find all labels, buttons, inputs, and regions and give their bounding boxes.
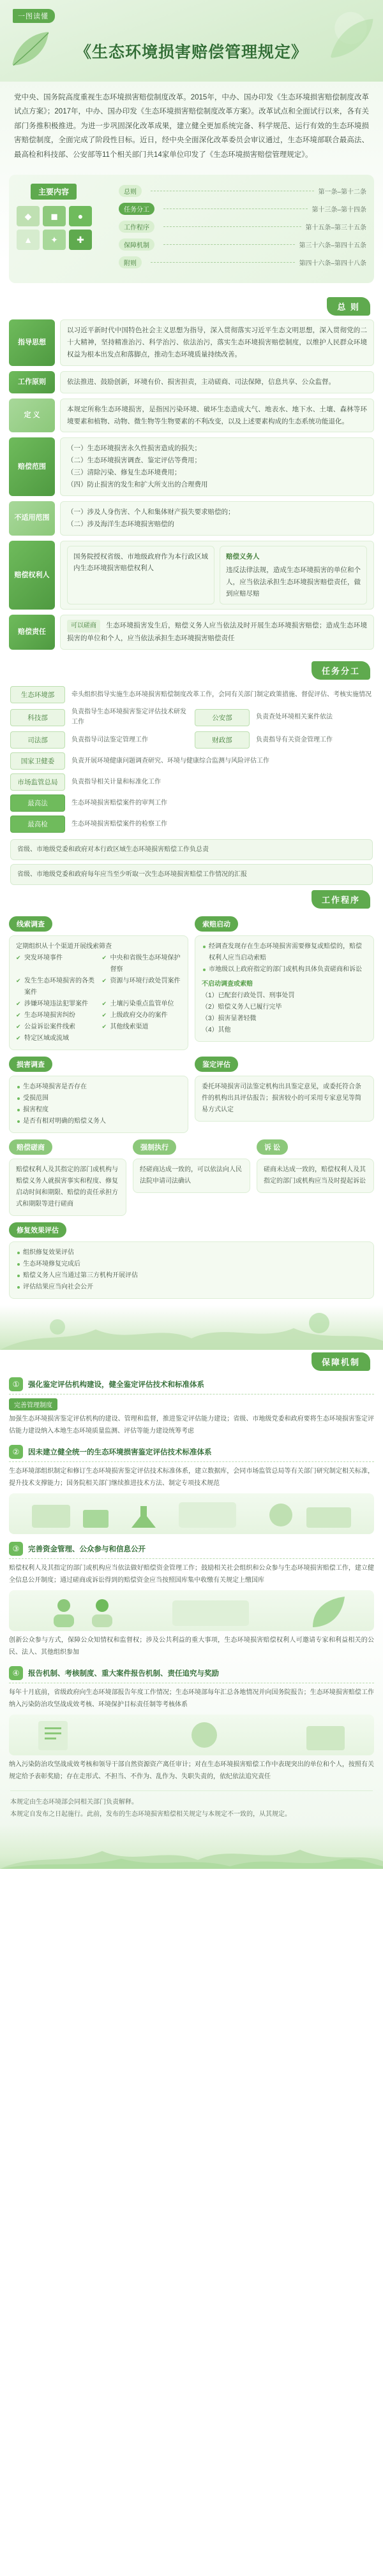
start-item: 经调查发现存在生态环境损害需要修复或赔偿的，赔偿权利人应当启动索赔 [202, 941, 367, 964]
row-exclusions [9, 501, 374, 536]
toc-cube: ✚ [69, 230, 92, 250]
grass-icon [0, 1824, 383, 1869]
duty-half [10, 707, 188, 728]
guarantee-head [9, 1666, 374, 1683]
start-sub-item: （3）损害显著轻微 [202, 1015, 257, 1023]
guarantee-item [9, 1377, 374, 1437]
row-label: 赔偿权利人 [9, 541, 55, 610]
clue-checklist [16, 953, 181, 1044]
report-illustration [9, 1715, 374, 1755]
laboratory-illustration [9, 1493, 374, 1534]
row-body [60, 501, 374, 536]
duty-desc: 牵头组织指导实施生态环境损害赔偿制度改革工作，会同有关部门制定政策措施、督促评估、考核实施情况 [71, 691, 372, 698]
duty-org: 财政部 [195, 731, 250, 749]
section-header-general [0, 295, 383, 319]
document-icon [9, 1715, 374, 1755]
duty-row [10, 794, 373, 812]
clue-item: ✔ 资源与环境行政处罚案件 [102, 976, 182, 999]
row-liability [9, 615, 374, 650]
toc-cube: ● [69, 206, 92, 226]
start-item: 市地级以上政府指定的部门或机构具体负责磋商和诉讼 [202, 964, 367, 976]
row-label: 赔偿范围 [9, 437, 55, 496]
row-body [60, 615, 374, 650]
toc-item-range: 第四十六条–第四十八条 [299, 260, 366, 268]
investigation-item: 是否有相对明确的赔偿义务人 [16, 1116, 181, 1127]
toc-cube: ◼ [43, 206, 66, 226]
duty-half [195, 709, 373, 726]
row-label: 定 义 [9, 399, 55, 433]
clue-item: ✔ 涉嫌环境违法犯罪案件 [16, 999, 96, 1010]
section-header-duties [0, 659, 383, 684]
clue-item: ✔ 公益诉讼案件线索 [16, 1021, 96, 1033]
duty-org: 市场监管总局 [10, 773, 65, 791]
header-tagline: 一图读懂 [13, 9, 55, 23]
duty-row-pair [10, 707, 373, 728]
procedure-block-clue [9, 916, 188, 1050]
enforcement-item: 经磋商达成一致的，可以依法向人民法院申请司法确认 [140, 1166, 242, 1185]
procedure-title: 损害调查 [9, 1057, 52, 1072]
duty-half [195, 731, 373, 749]
clue-item: ✔ 发生生态环境损害的各类案件 [16, 976, 96, 999]
public-participation-illustration [9, 1590, 374, 1631]
duties-tree [10, 686, 373, 833]
obligor-card [220, 546, 367, 605]
leaf-icon [8, 29, 52, 69]
guarantee-subtitle: 完善管理制度 [9, 1398, 57, 1410]
row-scope [9, 437, 374, 496]
toc-dash [163, 226, 301, 227]
intro-paragraph: 党中央、国务院高度重视生态环境损害赔偿制度改革。2015年，中办、国办印发《生态环境损害赔偿制度改革试点方案》；2017年，中办、国办印发《生态环境损害赔偿制度改革方案》。改革试点和全面试行以来，各有关部门务推积极推进。为进一步巩固深化改革成果，建立健全更加系统完备、科学规范、运行有效的生态环境损害赔偿制度，全面完成了阶段性目标。近日，经中央全面深化改革委员会审议通过，生态环境部联合最高法、最高检和科技部、公安部等11个相关部门共14家单位印发了《生态环境损害赔偿管理规定》。 [14, 94, 369, 159]
procedure-body [195, 935, 374, 1042]
duty-desc: 负责查处环境相关案件依法 [256, 714, 333, 721]
procedure-block-restoration-eval [9, 1222, 374, 1299]
restoration-item: 组织修复效果评估 [16, 1247, 367, 1259]
row-label: 赔偿责任 [9, 615, 55, 650]
scope-item: （三）清除污染、修复生态环境费用； [67, 469, 181, 477]
duty-org: 公安部 [195, 709, 250, 726]
duty-row [10, 752, 373, 770]
investigation-item: 生态环境损害是否存在 [16, 1081, 181, 1093]
procedures-wrap [9, 916, 374, 1299]
toc-left-panel [17, 184, 112, 274]
guarantee-item [9, 1445, 374, 1534]
guarantee-title: 强化鉴定评估机构建设，健全鉴定评估技术和标准体系 [28, 1381, 204, 1389]
toc-cube: ▲ [17, 230, 40, 250]
procedure-title: 强制执行 [133, 1139, 176, 1155]
guarantee-head [9, 1377, 374, 1394]
row-definition [9, 399, 374, 433]
table-of-contents [9, 175, 374, 283]
toc-item[interactable] [119, 256, 366, 268]
row-label: 指导思想 [9, 319, 55, 366]
duty-half [10, 731, 188, 749]
page-header [0, 0, 383, 82]
guarantee-extra: 创新公众参与方式，保障公众知情权和监督权；涉及公共利益的重大事项，生态环境损害赔偿权利人可邀请专家和利益相关的公民、法人、其他组织参加 [9, 1637, 374, 1656]
duty-note: 省级、市地级党委和政府对本行政区域生态环境损害赔偿工作负总责 [10, 839, 373, 860]
exclusion-item: （二）涉及海洋生态环境损害赔偿的 [67, 520, 174, 528]
procedure-title: 赔偿磋商 [9, 1139, 52, 1155]
guarantee-list [9, 1377, 374, 1783]
toc-item-range: 第十五条–第三十五条 [305, 224, 366, 232]
duty-org: 最高检 [10, 816, 65, 833]
toc-item-label: 工作程序 [119, 221, 154, 233]
toc-item-label: 任务分工 [119, 203, 154, 215]
number-badge-icon: ④ [9, 1666, 23, 1680]
consultation-item: 赔偿权利人及其指定的部门或机构与赔偿义务人就损害事实和程度、修复启动时间和期限、赔偿的责任承担方式和期限等进行磋商 [16, 1166, 118, 1208]
guarantee-title: 因未建立健全统一的生态环境损害鉴定评估技术标准体系 [28, 1449, 212, 1457]
duty-desc: 负责指导相关计量和标准化工作 [71, 778, 161, 786]
toc-item[interactable] [119, 185, 366, 197]
investigation-item: 受损范围 [16, 1093, 181, 1104]
number-badge-icon: ② [9, 1445, 23, 1459]
procedure-body [9, 1241, 374, 1299]
clue-item: ✔ 突发环境事件 [16, 953, 96, 976]
row-work-principles [9, 371, 374, 393]
procedure-block-litigation [257, 1139, 374, 1216]
section-title-procedures: 工作程序 [312, 890, 370, 909]
guarantee-body: 加强生态环境损害鉴定评估机构的建设、管理和监督，推进鉴定评估能力建设；省级、市地级党委和政府要将生态环境损害鉴定评估能力建设纳入本地生态环境质量监测、评估等能力建设统筹考虑 [9, 1416, 374, 1435]
section-title-guarantee: 保障机制 [312, 1352, 370, 1371]
appraisal-item: 委托环境损害司法鉴定机构出具鉴定意见，或委托符合条件的机构出具评估报告；损害较小的可采用专家意见等简易方式认定 [202, 1083, 361, 1114]
start-sub-item: （1）已配套行政处罚、刑事处罚 [202, 992, 295, 1000]
toc-item-range: 第一条–第十二条 [318, 189, 366, 196]
start-sub-item: （2）赔偿义务人已履行完毕 [202, 1004, 282, 1011]
row-body: 以习近平新时代中国特色社会主义思想为指导，深入贯彻落实习近平生态文明思想，深入贯彻党的二十大精神，坚持精准治污、科学治污、依法治污，落实生态环境损害赔偿制度，以维护人民群众环境权益为根本出发点和落脚点，推动生态环境质量持续改善。 [60, 319, 374, 366]
toc-item[interactable] [119, 221, 366, 233]
toc-item[interactable] [119, 238, 366, 251]
procedure-body [133, 1159, 250, 1193]
clue-item: ✔ 中央和省级生态环境保护督察 [102, 953, 182, 976]
guarantee-head [9, 1542, 374, 1559]
procedure-block-enforcement [133, 1139, 250, 1216]
section-title-duties: 任务分工 [312, 661, 370, 680]
procedure-columns-3 [9, 1139, 374, 1222]
toc-dash [151, 262, 295, 263]
footer-line-1: 本规定由生态环境部会同相关部门负责解释。 [10, 1799, 138, 1806]
clue-item: ✔ 生态环境损害纠纷 [16, 1010, 96, 1021]
procedure-columns-2 [9, 1057, 374, 1139]
general-rows [9, 319, 374, 650]
grass-icon [0, 1305, 383, 1350]
parties-columns [67, 546, 367, 605]
duty-org: 最高法 [10, 794, 65, 812]
duty-org: 生态环境部 [10, 686, 65, 703]
procedure-lead: 定期组织从十个渠道开展线索筛查 [16, 943, 112, 951]
scope-item: （四）防止损害的发生和扩大所支出的合理费用 [67, 481, 208, 489]
flask-icon [9, 1493, 374, 1534]
toc-item[interactable] [119, 203, 366, 215]
duty-desc: 生态环境损害赔偿案件的检察工作 [71, 820, 167, 828]
page-footer [10, 1790, 373, 1820]
duty-desc: 负责开展环境健康问题调查研究、环境与健康综合监测与风险评估工作 [71, 757, 269, 765]
guarantee-extra: 纳入污染防治攻坚战成效考核和领导干部自然资源资产离任审计；对在生态环境损害赔偿工作中表现突出的单位和个人，按照有关规定给予表彰奖励；存在走形式、不担当、不作为、乱作为、失职失责的，依纪依法追究责任 [9, 1761, 374, 1780]
row-body [60, 437, 374, 496]
number-badge-icon: ① [9, 1377, 23, 1391]
duty-desc: 负责指导生态环境损害鉴定评估技术研发工作 [71, 708, 186, 726]
row-label: 工作原则 [9, 371, 55, 393]
row-guiding-thought [9, 319, 374, 366]
duty-row-pair [10, 731, 373, 749]
toc-item-label: 总则 [119, 185, 142, 197]
restoration-item: 评估结果应当向社会公开 [16, 1282, 367, 1293]
toc-cube: ◆ [17, 206, 40, 226]
footer-line-2: 本规定自发布之日起施行。此前，发布的生态环境损害赔偿相关规定与本规定不一致的，从其规定。 [10, 1811, 291, 1819]
procedure-block-start [195, 916, 374, 1050]
liability-text: 生态环境损害发生后，赔偿义务人应当依法及时开展生态环境损害赔偿；造成生态环境损害的单位和个人，应当依法承担生态环境损害赔偿责任 [67, 622, 367, 643]
toc-item-range: 第十三条–第十四条 [312, 207, 366, 214]
duty-note: 省级、市地级党委和政府每年应当至少听取一次生态环境损害赔偿工作情况的汇报 [10, 864, 373, 885]
procedure-title: 修复效果评估 [9, 1222, 66, 1238]
section-header-procedures [0, 888, 383, 912]
procedure-body [9, 935, 188, 1050]
toc-item-label: 保障机制 [119, 238, 154, 251]
investigation-item: 损害程度 [16, 1104, 181, 1116]
section-header-guarantee [0, 1350, 383, 1375]
procedure-body [195, 1076, 374, 1122]
duty-org: 司法部 [10, 731, 65, 749]
guarantee-item [9, 1666, 374, 1783]
row-body: 本规定所称生态环境损害，是指因污染环境、破坏生态造成大气、地表水、地下水、土壤、森林等环境要素和植物、动物、微生物等生物要素的不利改变，以及上述要素构成的生态系统功能退化。 [60, 399, 374, 433]
restoration-item: 赔偿义务人应当通过第三方机构开展评估 [16, 1270, 367, 1282]
clue-item: ✔ 土壤污染重点监管单位 [102, 999, 182, 1010]
divider [10, 1790, 373, 1791]
scope-item: （一）生态环境损害永久性损害造成的损失； [67, 444, 201, 453]
leaf-decor-icon [319, 5, 377, 62]
obligor-title: 赔偿义务人 [226, 552, 260, 560]
toc-cube: ✦ [43, 230, 66, 250]
guarantee-item [9, 1542, 374, 1658]
duty-row [10, 686, 373, 703]
claimant-text: 国务院授权省级、市地级政府作为本行政区域内生态环境损害赔偿权利人 [73, 552, 208, 573]
exclusion-item: （一）涉及人身伤害、个人和集体财产损失要求赔偿的； [67, 508, 235, 516]
clue-item: ✔ 其他线索渠道 [102, 1021, 182, 1033]
procedure-columns-1 [9, 916, 374, 1057]
toc-item-label: 附则 [119, 256, 142, 268]
number-badge-icon: ③ [9, 1542, 23, 1556]
toc-badge: 主要内容 [31, 184, 77, 200]
duty-desc: 生态环境损害赔偿案件的审判工作 [71, 799, 167, 807]
toc-dash [163, 244, 295, 245]
duty-desc: 负责指导有关资金管理工作 [256, 736, 333, 743]
procedure-block-investigation [9, 1057, 188, 1133]
scope-item: （二）生态环境损害调查、鉴定评估等费用； [67, 457, 201, 465]
clue-item: ✔ 特定区域或流域 [16, 1033, 96, 1044]
duty-desc: 负责指导司法鉴定管理工作 [71, 736, 148, 743]
clue-item: ✔ 上级政府交办的案件 [102, 1010, 182, 1021]
procedure-title: 线索调查 [9, 916, 52, 932]
liability-badge: 可以磋商 [67, 620, 100, 633]
grass-illustration [0, 1305, 383, 1350]
row-label: 不适用范围 [9, 501, 55, 536]
procedure-title: 诉 讼 [257, 1139, 288, 1155]
guarantee-body: 赔偿权利人及其指定的部门或机构应当依法做好赔偿资金管理工作；鼓励相关社会组织和公众参与生态环境损害赔偿工作，建立健全信息公开制度；通过磋商或诉讼得到的赔偿资金应当按照国库集中收缴有关规定上缴国库 [9, 1565, 374, 1584]
duty-org: 科技部 [10, 709, 65, 726]
guarantee-body: 每年十月底前，省级政府向生态环境部报告年度工作情况；生态环境部每年汇总各地情况并向国务院报告；生态环境损害赔偿工作纳入污染防治攻坚战成效考核、环境保护目标责任制等考核体系 [9, 1689, 374, 1708]
guarantee-body: 生态环境部组织制定和修订生态环境损害鉴定评估技术标准体系，建立数据库，会同市场监管总局等有关部门研究制定相关标准，提升技术支撑能力；国务院相关部门继续推进技术方法、制定专项技术规范 [9, 1468, 374, 1487]
duty-org: 国家卫健委 [10, 752, 65, 770]
footer-grass-illustration [0, 1824, 383, 1869]
procedure-title: 索赔启动 [195, 916, 238, 932]
obligor-text: 违反法律法规，造成生态环境损害的单位和个人，应当依法承担生态环境损害赔偿责任，做到应赔尽赔 [226, 566, 361, 597]
guarantee-title: 报告机制、考核制度、重大案件报告机制、责任追究与奖励 [28, 1670, 219, 1678]
start-sub-item: （4）其他 [202, 1027, 231, 1034]
toc-item-range: 第三十六条–第四十五条 [299, 242, 366, 250]
duty-row [10, 773, 373, 791]
start-sub-title: 不启动调查或索赔 [202, 981, 253, 988]
row-body [60, 541, 374, 610]
toc-cube-grid [17, 206, 112, 250]
procedure-title: 鉴定评估 [195, 1057, 238, 1072]
procedure-body [9, 1159, 126, 1216]
people-icon [9, 1590, 374, 1631]
section-title-general: 总 则 [327, 297, 370, 316]
duty-row [10, 816, 373, 833]
page-title: 《生态环境损害赔偿管理规定》 [75, 43, 308, 61]
procedure-block-consultation [9, 1139, 126, 1216]
procedure-body [257, 1159, 374, 1193]
procedure-body [9, 1076, 188, 1133]
litigation-item: 磋商未达成一致的，赔偿权利人及其指定的部门或机构应当及时提起诉讼 [264, 1166, 366, 1185]
row-body: 依法推进、鼓励创新，环境有价、损害担责，主动磋商、司法保障，信息共享、公众监督。 [60, 371, 374, 393]
row-parties [9, 541, 374, 610]
guarantee-title: 完善资金管理、公众参与和信息公开 [28, 1546, 146, 1554]
claimant-card [67, 546, 214, 605]
procedure-block-appraisal [195, 1057, 374, 1133]
toc-list [119, 184, 366, 274]
guarantee-head [9, 1445, 374, 1462]
restoration-item: 生态环境修复完成后 [16, 1259, 367, 1270]
